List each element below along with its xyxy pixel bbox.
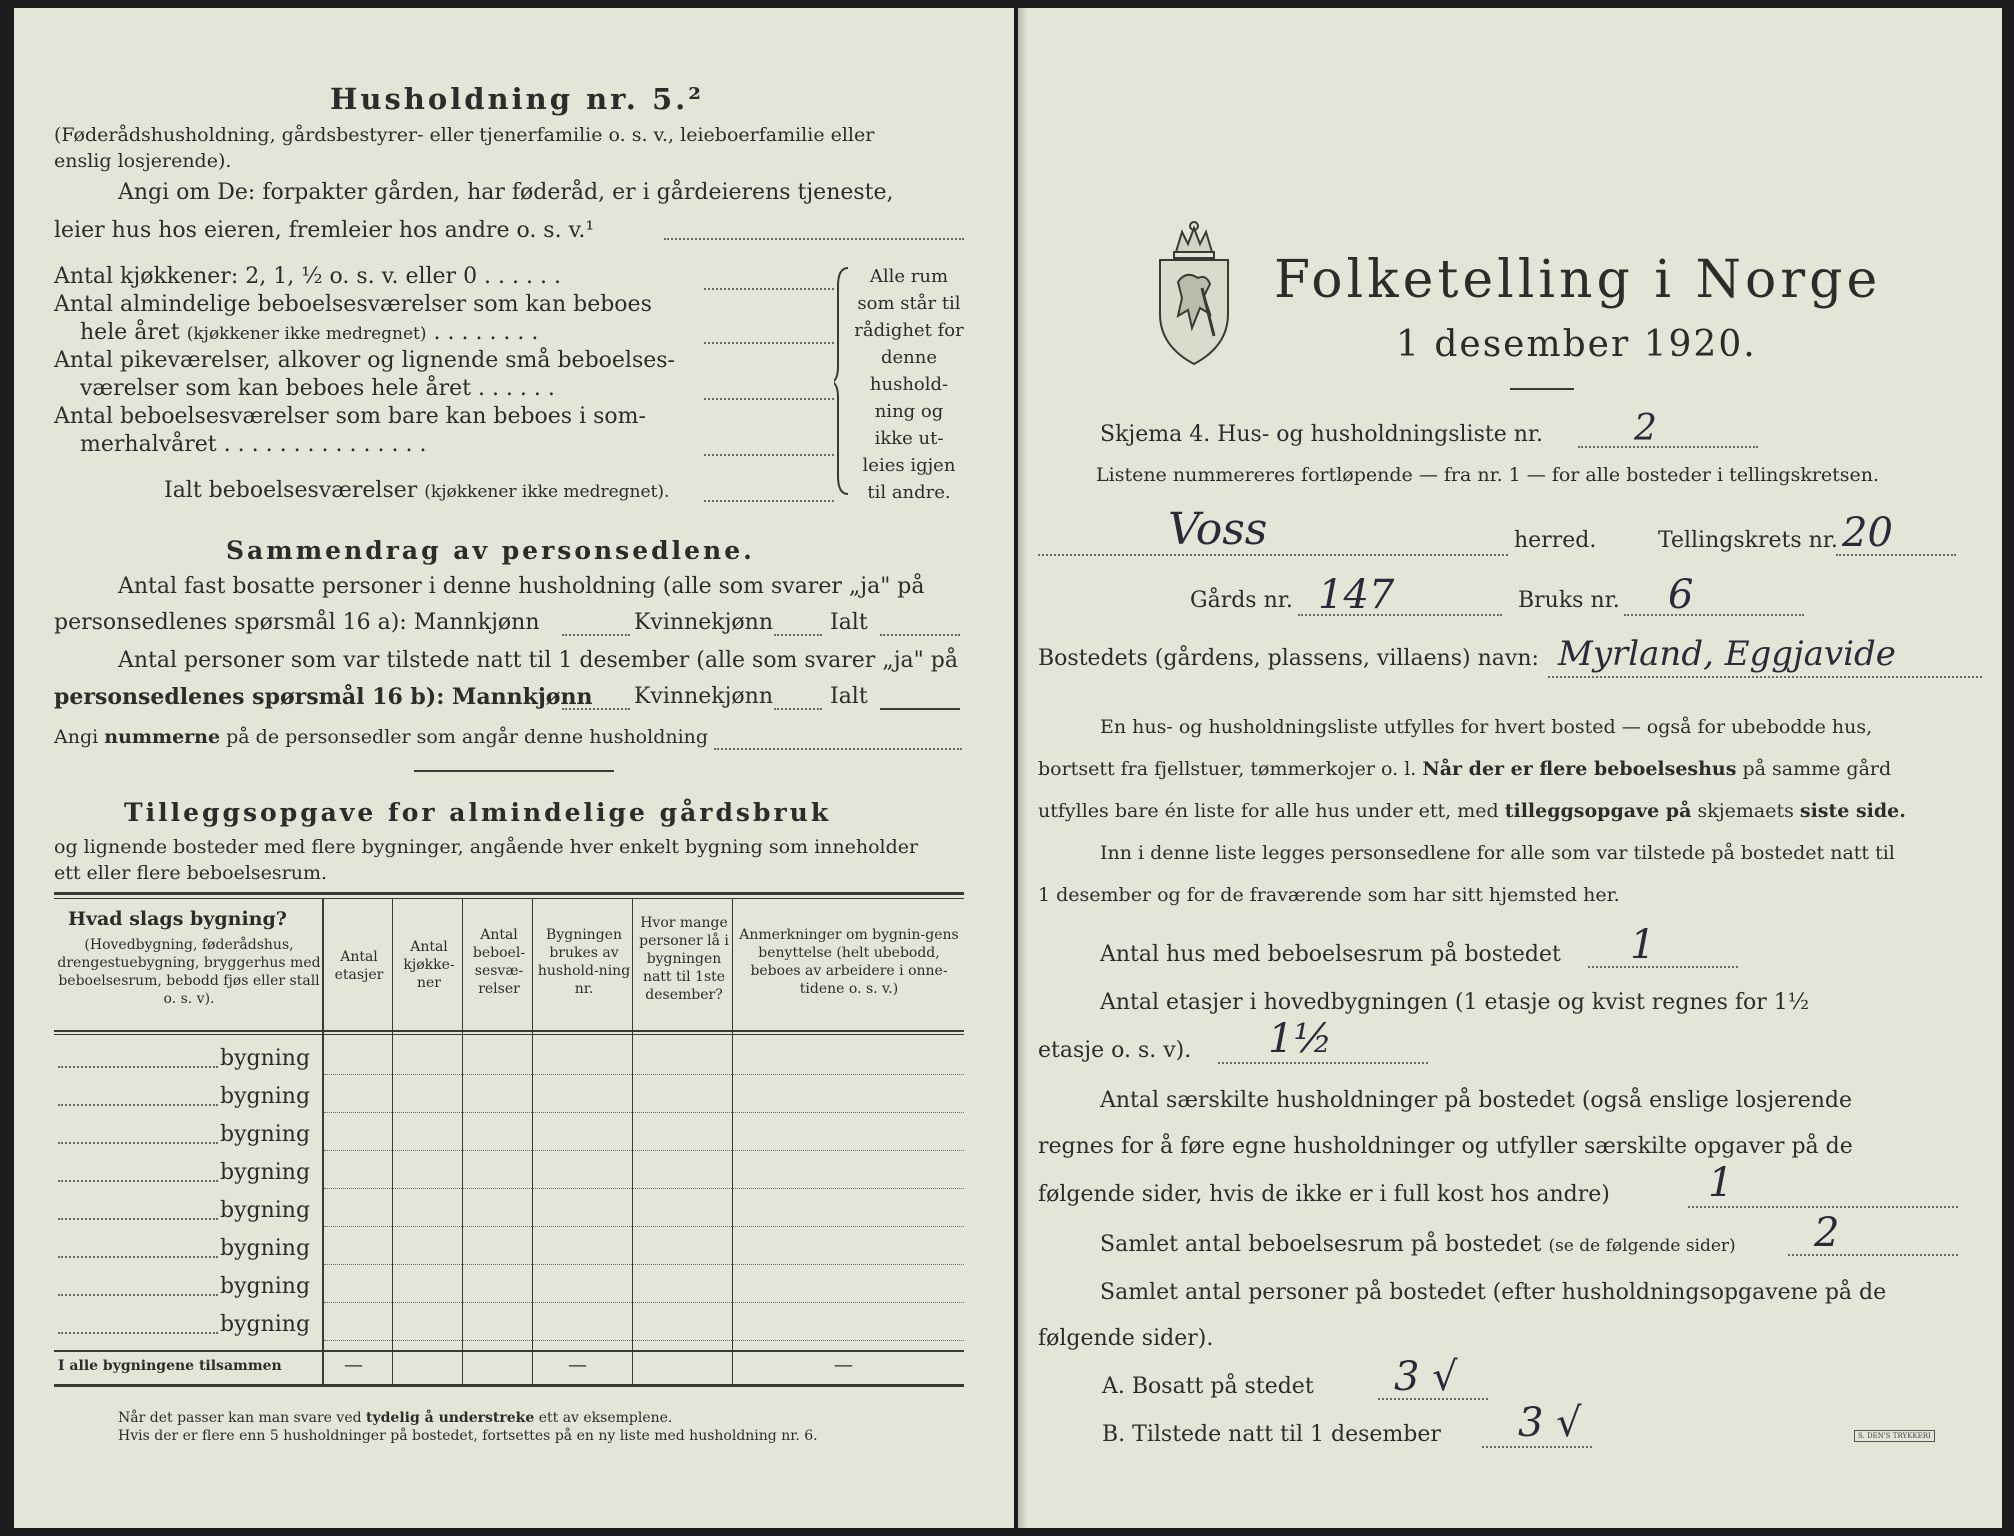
schema-label: Skjema 4. Hus- og husholdningsliste nr. (1100, 422, 1543, 447)
b-present-answer-line (1482, 1446, 1592, 1448)
table-col-building-sub: (Hovedbygning, føderådshus, drengestuebygning, bryggerhus med beboelsesrum, bebodd fjøs eller stall o. s. v). (57, 937, 321, 1007)
table-vline-2 (392, 898, 393, 1384)
summer-rooms-label-1: Antal beboelsesværelser som bare kan beboes i som- (54, 404, 646, 429)
resident-female-line (774, 634, 822, 636)
rooms-brace (834, 266, 854, 496)
q-rooms-label: Samlet antal beboelsesrum på bostedet (se de følgende sider) (1100, 1232, 1736, 1257)
bosted-answer-line (1548, 676, 1982, 678)
table-top-rule-thin (54, 898, 964, 899)
table-header-rule-thin (54, 1034, 964, 1035)
household-subtitle-2: enslig losjerende). (54, 150, 232, 172)
row-answer-line (58, 1142, 218, 1144)
row-answer-line (58, 1066, 218, 1068)
q-households-line-2: regnes for å føre egne husholdninger og utfyller særskilte opgaver på de (1038, 1134, 1853, 1159)
q-houses-answer-line (1588, 966, 1738, 968)
footnote-2: Hvis der er flere enn 5 husholdninger på bostedet, fortsettes på en ny liste med husholdning nr. 6. (118, 1428, 818, 1444)
right-page (1018, 8, 2002, 1528)
rooms-side-note: Alle rum som står til rådighet for denne hushold-ning og ikke ut-leies igjen til andre. (854, 266, 964, 503)
present-female-line (774, 708, 822, 710)
supplement-title: Tilleggsopgave for almindelige gårdsbruk (124, 798, 832, 827)
krets-value: 20 (1842, 510, 1893, 556)
q-rooms-answer-line (1788, 1254, 1958, 1256)
present-male-line (562, 708, 630, 710)
numbers-line: Angi nummerne på de personsedler som angår denne husholdning (54, 726, 709, 748)
maid-rooms-label-1: Antal pikeværelser, alkover og lignende små beboelses- (54, 348, 675, 373)
ask-line-1: Angi om De: forpakter gården, har føderåd, er i gårdeierens tjeneste, (118, 180, 894, 205)
resident-female-label: Kvinnekjønn (634, 610, 773, 635)
a-resident-value: 3 √ (1394, 1354, 1458, 1400)
q-households-answer-line (1688, 1206, 1958, 1208)
row-answer-line (58, 1180, 218, 1182)
q-houses-label: Antal hus med beboelsesrum på bostedet (1100, 942, 1561, 967)
table-vline-1 (322, 898, 324, 1384)
resident-total-line (880, 634, 960, 636)
bosted-label: Bostedets (gårdens, plassens, villaens) navn: (1038, 646, 1539, 671)
a-resident-answer-line (1378, 1398, 1488, 1400)
bruks-answer-line (1624, 614, 1804, 616)
schema-answer-line (1578, 446, 1758, 448)
total-rooms-label: Ialt beboelsesværelser (kjøkkener ikke medregnet). (164, 478, 670, 503)
table-vline-5 (632, 898, 633, 1384)
resident-male-line (562, 634, 630, 636)
present-total-line (880, 708, 960, 710)
summer-rooms-label-2: merhalvåret . . . . . . . . . . . . . . . (80, 432, 427, 457)
ordinary-rooms-answer-line (704, 342, 834, 344)
table-row-label: bygning (220, 1122, 311, 1147)
coat-of-arms-icon (1152, 218, 1236, 368)
present-line-2: personsedlenes spørsmål 16 b): Mannkjønn (54, 684, 593, 710)
krets-label: Tellingskrets nr. (1658, 528, 1838, 553)
info-line-3: utfylles bare én liste for alle hus under ett, med tilleggsopgave på skjemaets siste side. (1038, 800, 1906, 822)
b-present-value: 3 √ (1518, 1400, 1582, 1446)
table-row-label: bygning (220, 1046, 311, 1071)
table-header-rule (54, 1030, 964, 1032)
herred-value: Voss (1168, 504, 1268, 555)
q-rooms-value: 2 (1814, 1210, 1840, 1256)
table-col-floors: Antal etasjer (334, 949, 384, 983)
census-date: 1 desember 1920. (1396, 324, 1757, 365)
table-row-label: bygning (220, 1084, 311, 1109)
krets-answer-line (1836, 554, 1956, 556)
table-col-kitchens: Antal kjøkke-ner (403, 939, 455, 991)
section-divider (414, 770, 614, 772)
herred-answer-line (1038, 554, 1508, 556)
table-col-remarks: Anmerkninger om bygnin-gens benyttelse (helt ubebodd, beboes av arbeidere i onne-tidene o. s. v.) (739, 927, 959, 997)
maid-rooms-answer-line (704, 398, 834, 400)
ordinary-rooms-label-2: hele året (kjøkkener ikke medregnet) . . . . . . . . (80, 320, 539, 345)
row-answer-line (58, 1218, 218, 1220)
supplement-desc-1: og lignende bosteder med flere bygninger, angående hver enkelt bygning som inneholder (54, 836, 919, 858)
table-col-rooms: Antal beboel-sesvæ-relser (472, 927, 526, 997)
total-floors-dash: — (344, 1354, 363, 1376)
resident-line-1: Antal fast bosatte personer i denne husholdning (alle som svarer „ja" på (118, 574, 925, 599)
table-row (324, 1150, 964, 1151)
table-row (324, 1188, 964, 1189)
table-bottom-rule (54, 1384, 964, 1387)
q-households-value: 1 (1708, 1160, 1734, 1206)
table-vline-6 (732, 898, 733, 1384)
household-title: Husholdning nr. 5.² (330, 82, 704, 116)
info-line-5: 1 desember og for de fraværende som har sitt hjemsted her. (1038, 884, 1620, 906)
table-total-label: I alle bygningene tilsammen (58, 1358, 282, 1374)
q-floors-line-2: etasje o. s. v). (1038, 1038, 1192, 1063)
numbers-answer-line (714, 748, 962, 750)
q-households-line-1: Antal særskilte husholdninger på bostedet (også enslige losjerende (1100, 1088, 1853, 1113)
printer-stamp: S. DEN'S TRYKKERI (1854, 1430, 1935, 1442)
table-row-label: bygning (220, 1274, 311, 1299)
kitchens-label: Antal kjøkkener: 2, 1, ½ o. s. v. eller 0 . . . . . . (54, 264, 561, 289)
bruks-label: Bruks nr. (1518, 588, 1620, 613)
table-col-household: Bygningen brukes av hushold-ning nr. (537, 927, 631, 997)
maid-rooms-label-2: værelser som kan beboes hele året . . . . . . (80, 376, 555, 401)
present-line-1: Antal personer som var tilstede natt til 1 desember (alle som svarer „ja" på (118, 648, 958, 673)
gards-value: 147 (1318, 572, 1395, 618)
schema-value: 2 (1634, 408, 1657, 449)
info-line-1: En hus- og husholdningsliste utfylles for hvert bosted — også for ubebodde hus, (1100, 716, 1873, 738)
table-row (324, 1226, 964, 1227)
q-floors-answer-line (1218, 1062, 1428, 1064)
left-page (14, 8, 1014, 1528)
table-row (324, 1074, 964, 1075)
table-vline-4 (532, 898, 533, 1384)
table-row (324, 1302, 964, 1303)
q-floors-line-1: Antal etasjer i hovedbygningen (1 etasje og kvist regnes for 1½ (1100, 990, 1810, 1015)
gards-answer-line (1298, 614, 1502, 616)
info-line-2: bortsett fra fjellstuer, tømmerkojer o. l. Når der er flere beboelseshus på samme gård (1038, 758, 1892, 780)
present-total-label: Ialt (830, 684, 868, 709)
summary-title: Sammendrag av personsedlene. (226, 536, 755, 565)
supplement-desc-2: ett eller flere beboelsesrum. (54, 862, 328, 884)
list-note: Listene nummereres fortløpende — fra nr. 1 — for alle bosteder i tellingskretsen. (1096, 464, 1880, 486)
table-total-rule (54, 1350, 964, 1352)
b-present-label: B. Tilstede natt til 1 desember (1102, 1422, 1441, 1447)
kitchens-answer-line (704, 288, 834, 290)
row-answer-line (58, 1256, 218, 1258)
census-title: Folketelling i Norge (1274, 250, 1882, 310)
table-row-label: bygning (220, 1198, 311, 1223)
q-houses-value: 1 (1630, 922, 1656, 968)
page-fold-shadow (1018, 8, 1028, 1528)
table-top-rule (54, 892, 964, 895)
bruks-value: 6 (1668, 572, 1694, 618)
table-row (324, 1340, 964, 1341)
q-floors-value: 1½ (1268, 1016, 1333, 1062)
resident-total-label: Ialt (830, 610, 868, 635)
table-vline-3 (462, 898, 463, 1384)
table-row-label: bygning (220, 1312, 311, 1337)
table-row-label: bygning (220, 1236, 311, 1261)
q-households-line-3: følgende sider, hvis de ikke er i full kost hos andre) (1038, 1182, 1610, 1207)
table-row (324, 1112, 964, 1113)
ordinary-rooms-label-1: Antal almindelige beboelsesværelser som kan beboes (54, 292, 652, 317)
gards-label: Gårds nr. (1190, 588, 1293, 613)
resident-line-2: personsedlenes spørsmål 16 a): Mannkjønn (54, 610, 540, 635)
title-divider (1510, 388, 1574, 390)
a-resident-label: A. Bosatt på stedet (1102, 1374, 1314, 1399)
household-subtitle-1: (Føderådshusholdning, gårdsbestyrer- eller tjenerfamilie o. s. v., leieboerfamilie eller (54, 124, 875, 146)
footnote-1: Når det passer kan man svare ved tydelig å understreke ett av eksemplene. (118, 1410, 673, 1426)
summer-rooms-answer-line (704, 454, 834, 456)
info-line-4: Inn i denne liste legges personsedlene for alle som var tilstede på bostedet natt til (1100, 842, 1895, 864)
bosted-value: Myrland, Eggjavide (1558, 634, 1896, 674)
table-row (324, 1264, 964, 1265)
total-remarks-dash: — (834, 1354, 853, 1376)
row-answer-line (58, 1104, 218, 1106)
q-persons-line-2: følgende sider). (1038, 1326, 1214, 1351)
total-rooms-answer-line (704, 500, 834, 502)
table-col-persons: Hvor mange personer lå i bygningen natt til 1ste desember? (639, 915, 729, 1003)
row-answer-line (58, 1332, 218, 1334)
table-row-label: bygning (220, 1160, 311, 1185)
ask-answer-line (664, 238, 964, 240)
present-female-label: Kvinnekjønn (634, 684, 773, 709)
q-persons-line-1: Samlet antal personer på bostedet (efter husholdningsopgavene på de (1100, 1280, 1887, 1305)
total-household-dash: — (568, 1354, 587, 1376)
row-answer-line (58, 1294, 218, 1296)
table-col-building-title: Hvad slags bygning? (68, 908, 287, 930)
ask-line-2: leier hus hos eieren, fremleier hos andre o. s. v.¹ (54, 218, 595, 243)
herred-label: herred. (1514, 528, 1597, 553)
